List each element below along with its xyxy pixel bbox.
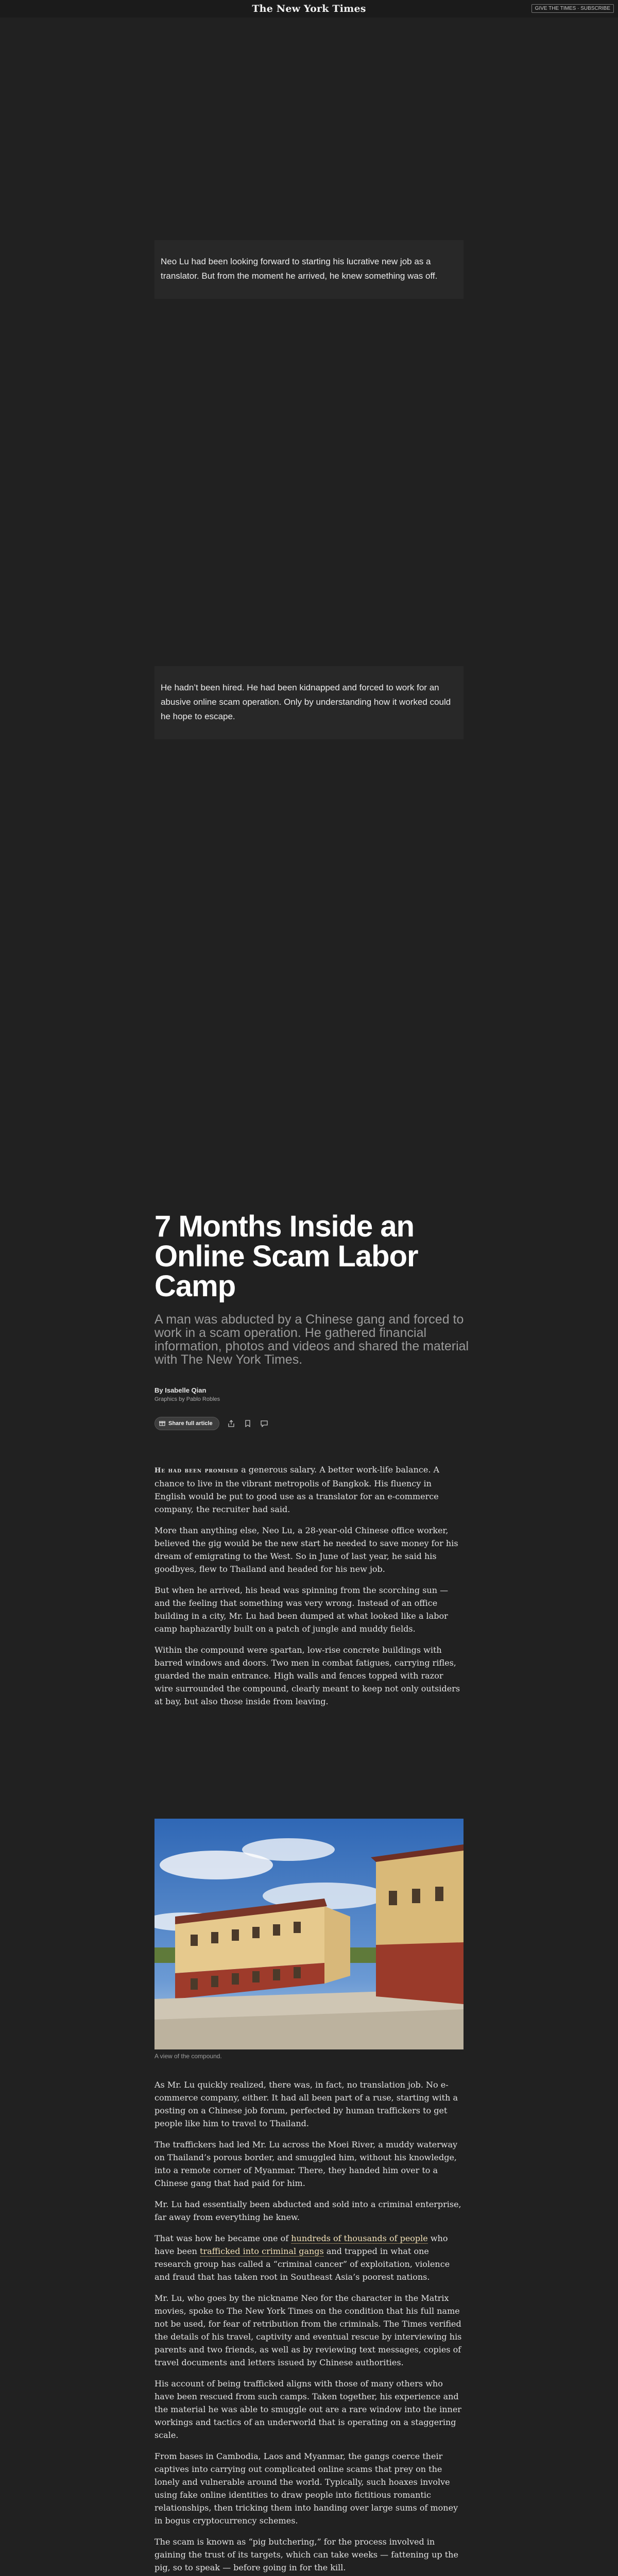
paragraph: The scam is known as “pig butchering,” for the process involved in gaining the trust of its targets, which can take weeks — fattening up the pig, so to speak — before going in for the kill. — [154, 2537, 458, 2572]
lead-in: He had been promised — [154, 1467, 238, 1475]
top-bar — [0, 0, 618, 18]
paragraph: The traffickers had led Mr. Lu across the Moei River, a muddy waterway on Thailand’s porous border, and smuggled him, without his knowledge, into a remote corner of Myanmar. There, they handed him over to a Chinese gang that had paid for him. — [154, 2140, 458, 2188]
article-actions — [154, 1417, 269, 1430]
link-trafficked[interactable]: trafficked into criminal gangs — [200, 2246, 324, 2256]
subscribe-link[interactable]: GIVE THE TIMES · SUBSCRIBE — [531, 4, 614, 13]
paragraph: His account of being trafficked aligns with those of many others who have been rescued from such camps. Taken together, his experience and the material he was able to smuggle out are a rare window into the inner workings and tactics of an underworld that is operating on a staggering scale. — [154, 2379, 461, 2440]
article-summary: A man was abducted by a Chinese gang and forced to work in a scam operation. He gathered financial information, photos and videos and shared the material with The New York Times. — [154, 1312, 469, 1367]
bookmark-icon[interactable] — [243, 1419, 252, 1428]
paragraph: From bases in Cambodia, Laos and Myanmar, the gangs coerce their captives into carrying out complicated online scams that prey on the lonely and vulnerable around the world. Typically, such hoaxes involve using fake online identities to draw people into fictitious romantic relationships, then tricking them into handing over large sums of money in bogus cryptocurrency schemes. — [154, 2451, 458, 2526]
article-body-main — [154, 2078, 464, 2576]
comments-icon[interactable] — [260, 1419, 269, 1428]
paragraph: Mr. Lu had essentially been abducted and sold into a criminal enterprise, far away from everything he knew. — [154, 2199, 461, 2222]
paragraph: As Mr. Lu quickly realized, there was, in fact, no translation job. No e-commerce company, either. It had all been part of a ruse, starting with a posting on a Chinese job forum, perfected by human traffickers to get people like him to travel to Thailand. — [154, 2080, 458, 2128]
share-button[interactable] — [154, 1417, 219, 1430]
photo-caption: A view of the compound. — [154, 2053, 222, 2060]
article-body-top — [154, 1463, 464, 1716]
author-name[interactable]: By Isabelle Qian — [154, 1386, 207, 1394]
link-hundreds-of-thousands[interactable]: hundreds of thousands of people — [291, 2233, 428, 2243]
scroll-caption-2: He hadn’t been hired. He had been kidnapped and forced to work for an abusive online scam operation. Only by understanding how it worked could he hope to escape. — [154, 666, 464, 739]
paragraph: But when he arrived, his head was spinning from the scorching sun — and the feeling that something was very wrong. Instead of an office building in a city, Mr. Lu had been dumped at what looked like a labor camp haphazardly built on a patch of jungle and muddy fields. — [154, 1585, 449, 1634]
scroll-caption-1: Neo Lu had been looking forward to starting his lucrative new job as a translator. But from the moment he arrived, he knew something was off. — [154, 240, 464, 299]
graphics-credit: Graphics by Pablo Robles — [154, 1396, 220, 1402]
article-title: 7 Months Inside an Online Scam Labor Camp — [154, 1210, 418, 1303]
byline — [154, 1386, 464, 1403]
paragraph: That was how he became one of hundreds of thousands of people who have been trafficked into criminal gangs and trapped in what one research group has called a “criminal cancer” of exploitation, violence and fraud that has taken root in Southeast Asia’s poorest nations. — [154, 2233, 450, 2282]
gift-icon — [159, 1420, 165, 1428]
paragraph: He had been promised a generous salary. A better work-life balance. A chance to live in the vibrant metropolis of Bangkok. His fluency in English would be put to good use as a translator for an e-commerce company, the recruiter had said. — [154, 1465, 440, 1514]
paragraph: Within the compound were spartan, low-rise concrete buildings with barred windows and doors. Two men in combat fatigues, carrying rifles, guarded the main entrance. High walls and fences topped with razor wire surrounded the compound, clearly meant to keep not only outsiders at bay, but also those inside from leaving. — [154, 1645, 460, 1706]
share-button-label: Share full article — [168, 1420, 213, 1427]
paragraph: Mr. Lu, who goes by the nickname Neo for the character in the Matrix movies, spoke to The New York Times on the condition that his full name not be used, for fear of retribution from the criminals. The Times verified the details of his travel, captivity and eventual rescue by interviewing his parents and two friends, as well as by reviewing text messages, copies of travel documents and letters issued by Chinese authorities. — [154, 2293, 462, 2367]
masthead-logo[interactable]: The New York Times — [252, 3, 366, 14]
share-icon[interactable] — [227, 1419, 236, 1428]
paragraph: More than anything else, Neo Lu, a 28-year-old Chinese office worker, believed the gig would be the new start he needed to save money for his dream of emigrating to the West. So in June of last year, he said his goodbyes, flew to Thailand and headed for his new job. — [154, 1526, 458, 1574]
compound-photo — [154, 1819, 464, 2049]
